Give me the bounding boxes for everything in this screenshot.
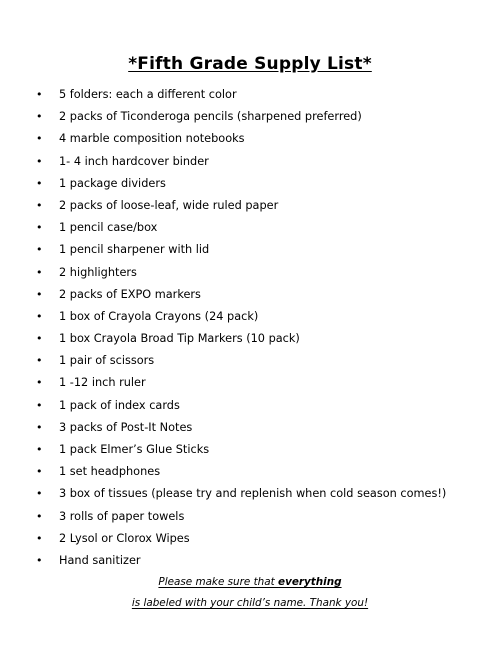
bullet-icon: •	[36, 154, 43, 168]
supply-list-item	[0, 550, 500, 572]
bullet-icon: •	[36, 287, 43, 301]
supply-list	[0, 84, 500, 572]
bullet-icon: •	[36, 398, 43, 412]
supply-list-item	[0, 262, 500, 284]
supply-item-text: 1 pencil sharpener with lid	[59, 243, 210, 257]
bullet-icon: •	[36, 110, 43, 124]
supply-list-item	[0, 173, 500, 195]
bullet-icon: •	[36, 420, 43, 434]
bullet-icon: •	[36, 487, 43, 501]
supply-item-text: 3 packs of Post-It Notes	[59, 420, 193, 434]
supply-item-text: 1 box of Crayola Crayons (24 pack)	[59, 309, 259, 323]
bullet-icon: •	[36, 465, 43, 479]
supply-list-item	[0, 217, 500, 239]
bullet-icon: •	[36, 509, 43, 523]
supply-item-text: 1 pair of scissors	[59, 354, 155, 368]
bullet-icon: •	[36, 376, 43, 390]
supply-item-text: 2 Lysol or Clorox Wipes	[59, 531, 190, 545]
bullet-icon: •	[36, 88, 43, 101]
supply-item-text: 1 package dividers	[59, 176, 166, 190]
supply-list-item	[0, 84, 500, 106]
bullet-icon: •	[36, 553, 43, 567]
bullet-icon: •	[36, 354, 43, 368]
supply-list-item	[0, 328, 500, 350]
supply-list-item	[0, 284, 500, 306]
supply-list-item	[0, 350, 500, 372]
supply-list-item	[0, 417, 500, 439]
bullet-icon: •	[36, 243, 43, 257]
footer-note-line-1	[0, 576, 500, 588]
footer-note-line-2: is labeled with your child’s name. Thank you!	[131, 597, 369, 609]
footer-emphasis-text: everything	[278, 576, 342, 588]
bullet-icon: •	[36, 132, 43, 146]
footer-note-text: Please make sure that	[158, 576, 279, 588]
page-title: *Fifth Grade Supply List*	[128, 54, 372, 74]
bullet-icon: •	[36, 221, 43, 235]
supply-item-text: 1 pack Elmer’s Glue Sticks	[59, 443, 210, 456]
bullet-icon: •	[36, 531, 43, 545]
supply-list-item	[0, 151, 500, 173]
supply-item-text: 1 set headphones	[59, 465, 161, 479]
supply-list-item	[0, 395, 500, 417]
supply-list-item	[0, 506, 500, 528]
supply-list-item	[0, 483, 500, 505]
supply-item-text: 2 packs of EXPO markers	[59, 287, 201, 301]
supply-item-text: 2 packs of loose-leaf, wide ruled paper	[59, 198, 279, 212]
supply-item-text: 1 pencil case/box	[59, 221, 158, 235]
supply-item-text: 2 highlighters	[59, 265, 137, 279]
bullet-icon: •	[36, 265, 43, 279]
supply-item-text: 1 pack of index cards	[59, 398, 180, 412]
supply-list-item	[0, 106, 500, 128]
supply-list-item	[0, 128, 500, 150]
bullet-icon: •	[36, 332, 43, 346]
supply-list-item	[0, 439, 500, 461]
supply-list-item	[0, 528, 500, 550]
supply-item-text: 5 folders: each a different color	[59, 88, 237, 101]
bullet-icon: •	[36, 198, 43, 212]
bullet-icon: •	[36, 176, 43, 190]
supply-item-text: 1 -12 inch ruler	[59, 376, 146, 390]
supply-list-item	[0, 461, 500, 483]
bullet-icon: •	[36, 443, 43, 456]
supply-item-text: 4 marble composition notebooks	[59, 132, 245, 146]
supply-item-text: 1- 4 inch hardcover binder	[59, 154, 209, 168]
supply-list-item	[0, 239, 500, 261]
supply-item-text: 1 box Crayola Broad Tip Markers (10 pack)	[59, 332, 300, 346]
supply-list-item	[0, 372, 500, 394]
bullet-icon: •	[36, 309, 43, 323]
supply-item-text: Hand sanitizer	[59, 553, 141, 567]
supply-item-text: 3 box of tissues (please try and replenish when cold season comes!)	[59, 487, 447, 501]
supply-item-text: 2 packs of Ticonderoga pencils (sharpened preferred)	[59, 110, 362, 124]
supply-item-text: 3 rolls of paper towels	[59, 509, 185, 523]
supply-list-item	[0, 306, 500, 328]
supply-list-item	[0, 195, 500, 217]
